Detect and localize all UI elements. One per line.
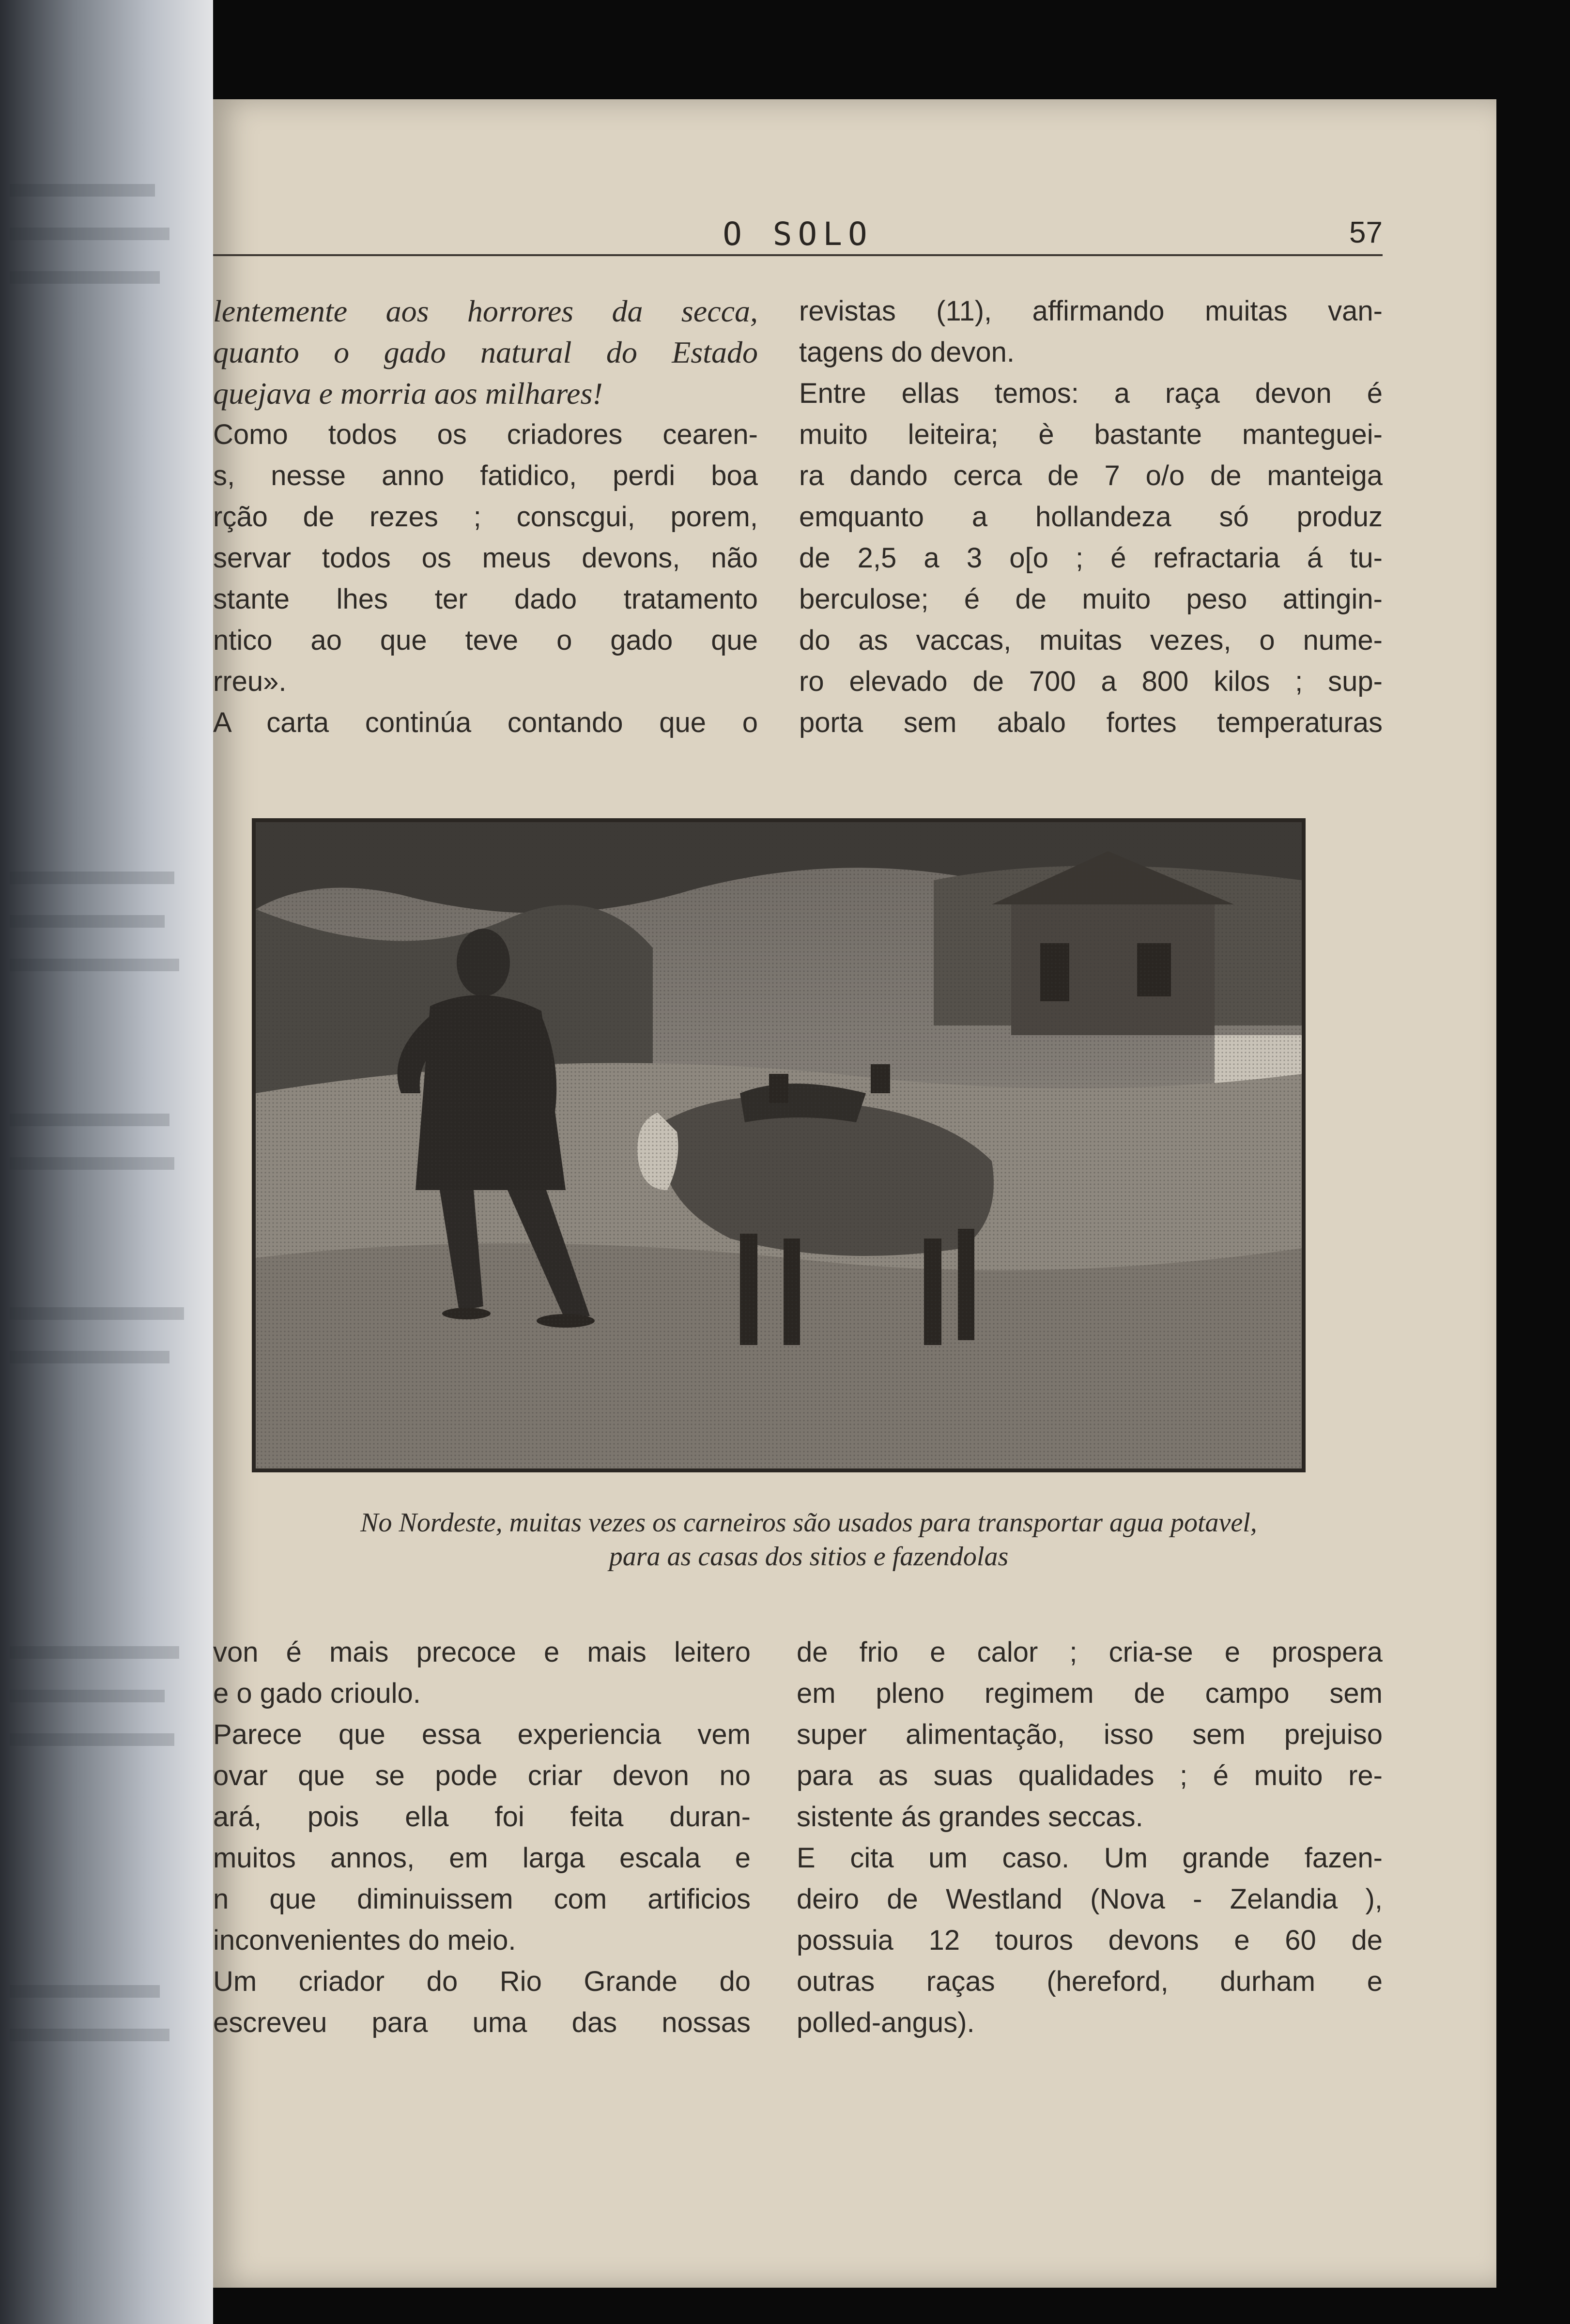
- text-line: deiro de Westland (Nova - Zelandia ),: [797, 1883, 1383, 1915]
- halftone-photo: [252, 818, 1306, 1472]
- text-line: em pleno regimem de campo sem: [797, 1678, 1383, 1709]
- column-top-left: [213, 290, 758, 743]
- running-title: O SOLO: [723, 215, 873, 253]
- text-line: s, nesse anno fatidico, perdi boa: [213, 460, 758, 491]
- text-line: polled-angus).: [797, 2007, 975, 2038]
- text-line: Um criador do Rio Grande do: [213, 1966, 751, 1997]
- text-line: super alimentação, isso sem prejuiso: [797, 1719, 1383, 1750]
- text-line: quejava e morria aos milhares!: [213, 376, 603, 411]
- text-line: rção de rezes ; conscgui, porem,: [213, 501, 758, 533]
- text-line: ntico ao que teve o gado que: [213, 625, 758, 656]
- text-line: Como todos os criadores cearen-: [213, 419, 758, 450]
- header-rule: [213, 254, 1383, 256]
- text-line: rreu».: [213, 666, 287, 697]
- running-head: [213, 215, 1383, 254]
- photo-caption-line-2: para as casas dos sitios e fazendolas: [609, 1542, 1009, 1572]
- text-line: A carta continúa contando que o: [213, 707, 758, 738]
- text-line: muito leiteira; è bastante manteguei-: [799, 419, 1383, 450]
- text-line: quanto o gado natural do Estado: [213, 335, 758, 369]
- text-line: de frio e calor ; cria-se e prospera: [797, 1636, 1383, 1668]
- text-line: possuia 12 touros devons e 60 de: [797, 1925, 1383, 1956]
- photo-caption-line-1: No Nordeste, muitas vezes os carneiros são usados para transportar agua potavel,: [360, 1508, 1257, 1538]
- text-line: ovar que se pode criar devon no: [213, 1760, 751, 1791]
- text-line: para as suas qualidades ; é muito re-: [797, 1760, 1383, 1791]
- photo-boy-with-sheep: [256, 822, 1302, 1468]
- text-line: ará, pois ella foi feita duran-: [213, 1801, 751, 1833]
- text-line: e o gado crioulo.: [213, 1678, 421, 1709]
- text-line: do as vaccas, muitas vezes, o nume-: [799, 625, 1383, 656]
- text-line: ro elevado de 700 a 800 kilos ; sup-: [799, 666, 1383, 697]
- text-line: E cita um caso. Um grande fazen-: [797, 1842, 1383, 1874]
- facing-page: [0, 0, 213, 2324]
- text-line: ra dando cerca de 7 o/o de manteiga: [799, 460, 1383, 491]
- column-top-right: [799, 290, 1383, 743]
- text-line: porta sem abalo fortes temperaturas: [799, 707, 1383, 738]
- text-line: lentemente aos horrores da secca,: [213, 294, 758, 328]
- text-line: von é mais precoce e mais leitero: [213, 1636, 751, 1668]
- text-line: stante lhes ter dado tratamento: [213, 583, 758, 615]
- column-bottom-right: [797, 1632, 1383, 2043]
- text-line: berculose; é de muito peso attingin-: [799, 583, 1383, 615]
- text-line: de 2,5 a 3 o[o ; é refractaria á tu-: [799, 542, 1383, 574]
- magazine-page: [213, 99, 1496, 2288]
- text-line: tagens do devon.: [799, 336, 1015, 368]
- text-line: outras raças (hereford, durham e: [797, 1966, 1383, 1997]
- page-number: 57: [1349, 216, 1383, 249]
- text-line: Entre ellas temos: a raça devon é: [799, 378, 1383, 409]
- column-bottom-left: [213, 1632, 751, 2043]
- text-line: inconvenientes do meio.: [213, 1925, 516, 1956]
- text-line: Parece que essa experiencia vem: [213, 1719, 751, 1750]
- text-line: n que diminuissem com artificios: [213, 1883, 751, 1915]
- text-line: muitos annos, em larga escala e: [213, 1842, 751, 1874]
- text-line: emquanto a hollandeza só produz: [799, 501, 1383, 533]
- text-line: revistas (11), affirmando muitas van-: [799, 295, 1383, 327]
- text-line: escreveu para uma das nossas: [213, 2007, 751, 2038]
- text-line: servar todos os meus devons, não: [213, 542, 758, 574]
- text-line: sistente ás grandes seccas.: [797, 1801, 1143, 1833]
